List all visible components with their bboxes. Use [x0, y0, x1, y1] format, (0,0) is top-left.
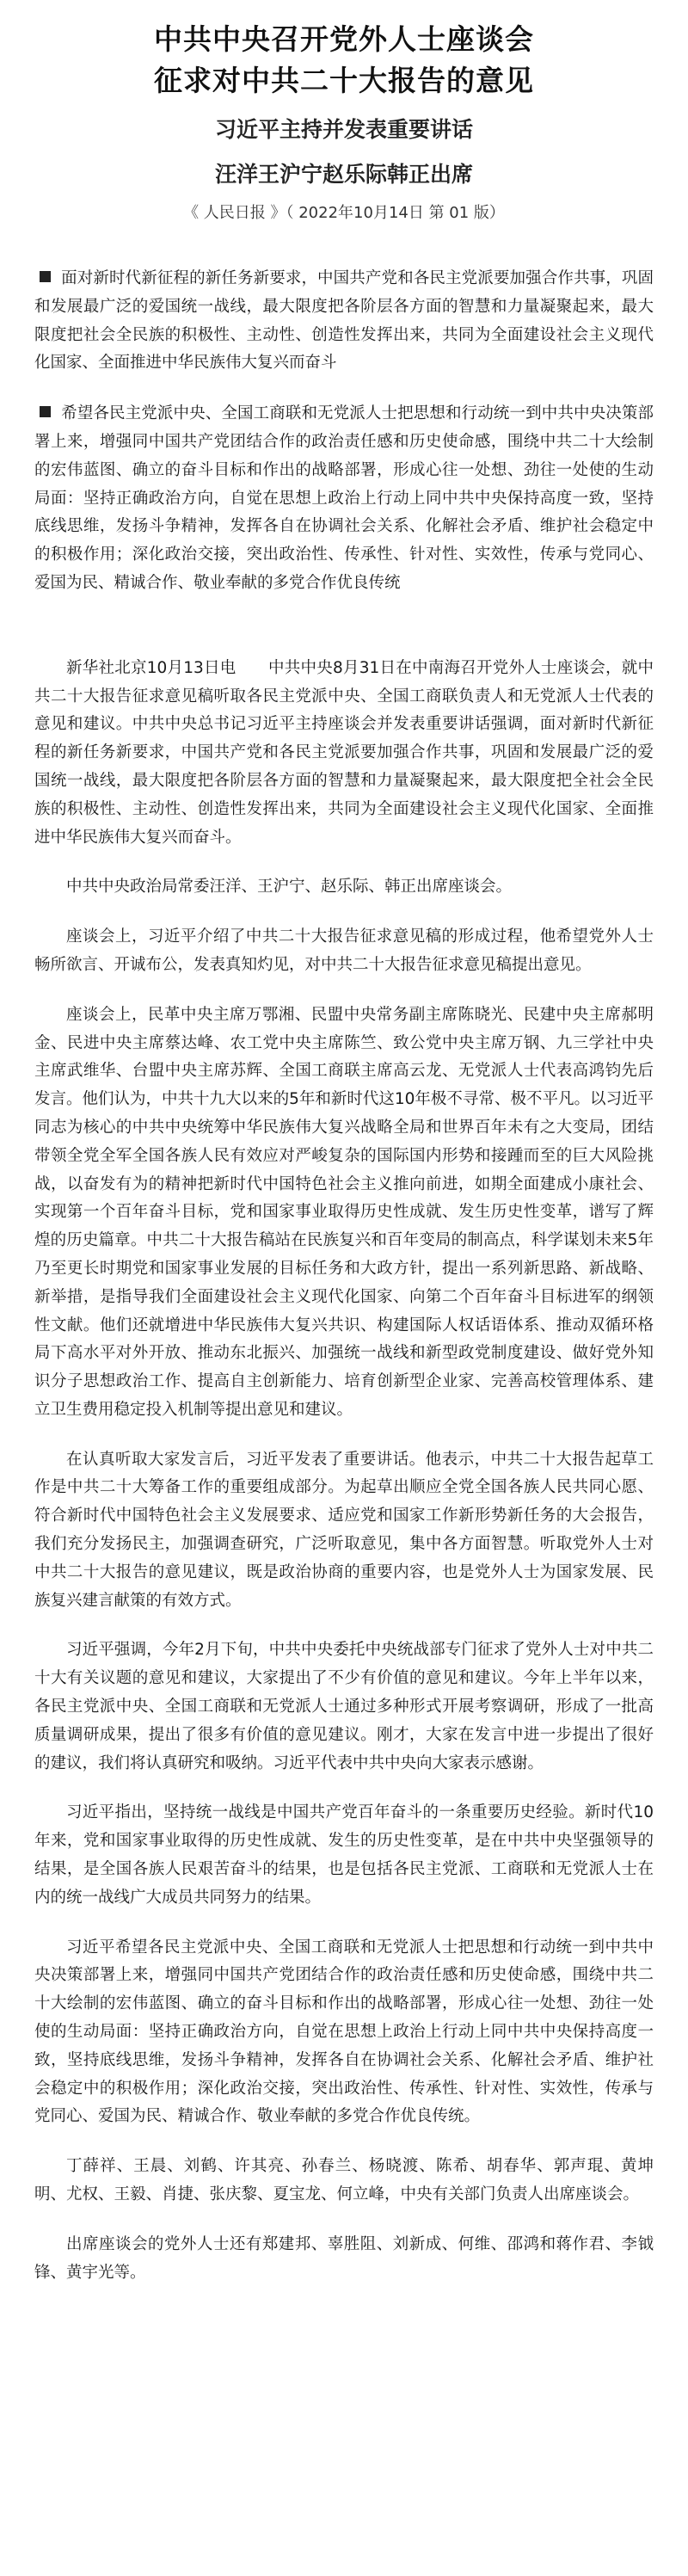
source-line: 《 人民日报 》（ 2022年10月14日 第 01 版） [183, 204, 505, 222]
summary-points [34, 265, 654, 598]
body-paragraph: 出席座谈会的党外人士还有郑建邦、辜胜阻、刘新成、何维、邵鸿和蒋作君、李钺锋、黄宇光等。 [34, 2234, 654, 2282]
subhead-line-2: 汪洋王沪宁赵乐际韩正出席 [214, 162, 473, 187]
article-body [34, 655, 654, 2288]
square-bullet-icon [40, 271, 51, 282]
body-paragraph: 习近平指出，坚持统一战线是中国共产党百年奋斗的一条重要历史经验。新时代10年来，党和国家事业取得的历史性成就、发生的历史性变革，是在中共中央坚强领导的结果，是全国各族人民艰苦奋斗的结果，也是包括各民主党派、工商联和无党派人士在内的统一战线广大成员共同努力的结果。 [34, 1803, 654, 1907]
body-paragraph: 座谈会上，民革中央主席万鄂湘、民盟中央常务副主席陈晓光、民建中央主席郝明金、民进中央主席蔡达峰、农工党中央主席陈竺、致公党中央主席万钢、九三学社中央主席武维华、台盟中央主席苏辉、全国工商联主席高云龙、无党派人士代表高鸿钧先后发言。他们认为，中共十九大以来的5年和新时代这10年极不寻常、极不平凡。以习近平同志为核心的中共中央统筹中华民族伟大复兴战略全局和世界百年未有之大变局，团结带领全党全军全国各族人民有效应对严峻复杂的国际国内形势和接踵而至的巨大风险挑战，以奋发有为的精神把新时代中国特色社会主义推向前进，如期全面建成小康社会、实现第一个百年奋斗目标，党和国家事业取得历史性成就、发生历史性变革，谱写了辉煌的历史篇章。中共二十大报告稿站在民族复兴和百年变局的制高点，科学谋划未来5年乃至更长时期党和国家事业发展的目标任务和大政方针，提出一系列新思路、新战略、新举措，是指导我们全面建设社会主义现代化国家、向第二个百年奋斗目标进军的纲领性文献。他们还就增进中华民族伟大复兴共识、构建国际人权话语体系、推动双循环格局下高水平对外开放、推动东北振兴、加强统一战线和新型政党制度建设、做好党外知识分子思想政治工作、提高自主创新能力、培育创新型企业家、完善高校管理体系、建立卫生费用稳定投入机制等提出意见和建议。 [34, 1005, 654, 1419]
summary-point-text: 希望各民主党派中央、全国工商联和无党派人士把思想和行动统一到中共中央决策部署上来，增强同中国共产党团结合作的政治责任感和历史使命感，围绕中共二十大绘制的宏伟蓝图、确立的奋斗目标和作出的战略部署，形成心往一处想、劲往一处使的生动局面：坚持正确政治方向，自觉在思想上政治上行动上同中共中央保持高度一致，坚持底线思维，发扬斗争精神，发挥各自在协调社会关系、化解社会矛盾、维护社会稳定中的积极作用；深化政治交接，突出政治性、传承性、针对性、实效性，传承与党同心、爱国为民、精诚合作、敬业奉献的多党合作优良传统 [34, 404, 654, 592]
summary-point-text: 面对新时代新征程的新任务新要求，中国共产党和各民主党派要加强合作共事，巩固和发展最广泛的爱国统一战线，最大限度把各阶层各方面的智慧和力量凝聚起来，最大限度把社会全民族的积极性、主动性、创造性发挥出来，共同为全面建设社会主义现代化国家、全面推进中华民族伟大复兴而奋斗 [34, 269, 654, 373]
headline-line-1: 中共中央召开党外人士座谈会 [154, 22, 534, 56]
body-paragraph: 丁薛祥、王晨、刘鹤、许其亮、孙春兰、杨晓渡、陈希、胡春华、郭声琨、黄坤明、尤权、王毅、肖捷、张庆黎、夏宝龙、何立峰，中央有关部门负责人出席座谈会。 [34, 2157, 654, 2204]
body-paragraph: 在认真听取大家发言后，习近平发表了重要讲话。他表示，中共二十大报告起草工作是中共二十大筹备工作的重要组成部分。为起草出顺应全党全国各族人民共同心愿、符合新时代中国特色社会主义发展要求、适应党和国家工作新形势新任务的大会报告，我们充分发扬民主，加强调查研究，广泛听取意见，集中各方面智慧。听取党外人士对中共二十大报告的意见建议，既是政治协商的重要内容，也是党外人士为国家发展、民族复兴建言献策的有效方式。 [34, 1450, 654, 1610]
body-paragraph: 习近平强调，今年2月下旬，中共中央委托中央统战部专门征求了党外人士对中共二十大有关议题的意见和建议，大家提出了不少有价值的意见和建议。今年上半年以来，各民主党派中央、全国工商联和无党派人士通过多种形式开展考察调研，形成了一批高质量调研成果，提出了很多有价值的意见建议。刚才，大家在发言中进一步提出了很好的建议，我们将认真研究和吸纳。习近平代表中共中央向大家表示感谢。 [34, 1641, 654, 1772]
body-paragraph: 习近平希望各民主党派中央、全国工商联和无党派人士把思想和行动统一到中共中央决策部署上来，增强同中国共产党团结合作的政治责任感和历史使命感，围绕中共二十大绘制的宏伟蓝图、确立的奋斗目标和作出的战略部署，形成心往一处想、劲往一处使的生动局面：坚持正确政治方向，自觉在思想上政治上行动上同中共中央保持高度一致，坚持底线思维，发扬斗争精神，发挥各自在协调社会关系、化解社会矛盾、维护社会稳定中的积极作用；深化政治交接，突出政治性、传承性、针对性、实效性，传承与党同心、爱国为民、精诚合作、敬业奉献的多党合作优良传统。 [34, 1938, 654, 2126]
square-bullet-icon [40, 406, 51, 417]
body-paragraph: 座谈会上，习近平介绍了中共二十大报告征求意见稿的形成过程，他希望党外人士畅所欲言、开诚布公，发表真知灼见，对中共二十大报告征求意见稿提出意见。 [34, 927, 654, 974]
article-header [34, 0, 654, 225]
summary-point [34, 400, 654, 598]
headline-line-2: 征求对中共二十大报告的意见 [154, 64, 534, 97]
body-paragraph: 中共中央政治局常委汪洋、王沪宁、赵乐际、韩正出席座谈会。 [66, 878, 513, 897]
summary-point [34, 265, 654, 378]
subhead-line-1: 习近平主持并发表重要讲话 [214, 117, 473, 142]
body-paragraph: 新华社北京10月13日电 中共中央8月31日在中南海召开党外人士座谈会，就中共二十大报告征求意见稿听取各民主党派中央、全国工商联负责人和无党派人士代表的意见和建议。中共中央总书记习近平主持座谈会并发表重要讲话强调，面对新时代新征程的新任务新要求，中国共产党和各民主党派要加强合作共事，巩固和发展最广泛的爱国统一战线，最大限度把各阶层各方面的智慧和力量凝聚起来，最大限度把全社会全民族的积极性、主动性、创造性发挥出来，共同为全面建设社会主义现代化国家、全面推进中华民族伟大复兴而奋斗。 [34, 658, 654, 847]
